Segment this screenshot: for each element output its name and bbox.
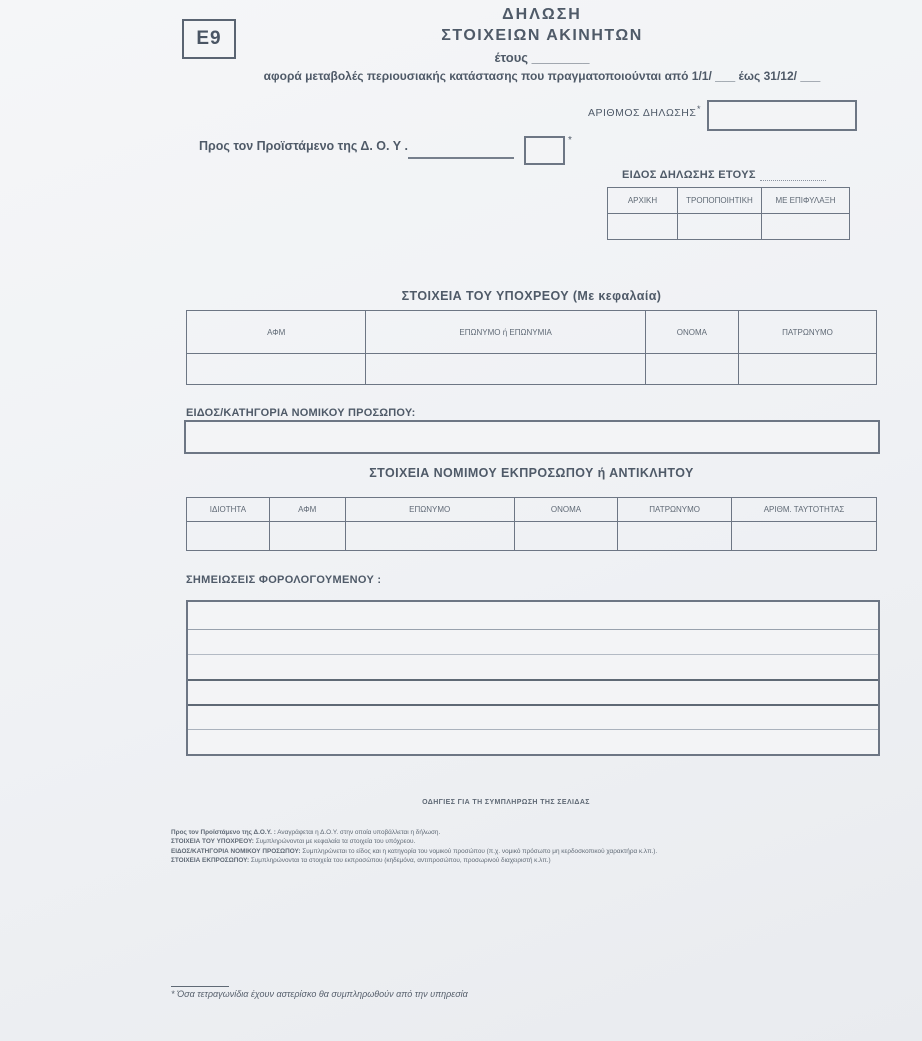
rep-header-afm: ΑΦΜ (269, 498, 345, 522)
rep-header-id-number: ΑΡΙΘΜ. ΤΑΥΤΟΤΗΤΑΣ (732, 498, 877, 522)
note-ruled-line (188, 704, 878, 706)
form-title-line1: ΔΗΛΩΣΗ (502, 6, 582, 23)
form-title-line2: ΣΤΟΙΧΕΙΩΝ ΑΚΙΝΗΤΩΝ (441, 27, 643, 44)
obligor-cell-surname[interactable] (366, 354, 645, 385)
instruction-lead: ΣΤΟΙΧΕΙΑ ΤΟΥ ΥΠΟΧΡΕΟΥ: (171, 838, 254, 846)
instruction-text: Συμπληρώνονται τα στοιχεία του εκπροσώπου (κηδεμόνα, αντιπροσώπου, προσωρινού διαχειριστή κ.λπ.) (249, 857, 551, 865)
obligor-cell-afm[interactable] (187, 354, 366, 385)
instruction-text: Συμπληρώνονται με κεφαλαία τα στοιχεία του υπόχρεου. (253, 838, 416, 846)
note-ruled-line (188, 729, 878, 730)
year-blank-field[interactable]: έτους ________ (494, 50, 590, 65)
obligor-title-text: ΣΤΟΙΧΕΙΑ ΤΟΥ ΥΠΟΧΡΕΟΥ (401, 289, 569, 303)
instruction-line (171, 847, 791, 856)
taxpayer-notes-box[interactable] (186, 600, 880, 756)
obligor-title-note: (Με κεφαλαία) (572, 289, 662, 303)
declaration-type-table (607, 187, 850, 240)
rep-header-patronym: ΠΑΤΡΩΝΥΜΟ (618, 498, 732, 522)
instruction-text: Συμπληρώνεται το είδος και η κατηγορία του νομικού προσώπου (π.χ. νομικό πρόσωπο μη κερδοσκοπικού χαρακτήρα κ.λπ.). (300, 847, 658, 855)
declaration-type-year-blank[interactable] (760, 169, 826, 181)
rep-cell-capacity[interactable] (187, 522, 270, 551)
legal-entity-type-input-box[interactable] (184, 420, 880, 454)
instruction-line (171, 837, 791, 846)
instruction-lead: Προς τον Προϊστάμενο της Δ.Ο.Υ. : (171, 829, 276, 836)
footnote-separator (171, 986, 229, 987)
declaration-type-option-amending: ΤΡΟΠΟΠΟΙΗΤΙΚΗ (678, 188, 762, 214)
recipient-doy-blank[interactable] (408, 138, 514, 159)
obligor-header-afm: ΑΦΜ (187, 311, 366, 354)
representative-table (186, 497, 877, 551)
footnote-text: * Όσα τετραγωνίδια έχουν αστερίσκο θα συμπληρωθούν από την υπηρεσία (171, 989, 468, 999)
declaration-type-option-initial: ΑΡΧΙΚΗ (608, 188, 678, 214)
rep-header-surname: ΕΠΩΝΥΜΟ (345, 498, 514, 522)
recipient-doy-code-box[interactable] (524, 136, 565, 165)
declaration-type-cell-with-reservation[interactable] (762, 214, 850, 240)
note-ruled-line (188, 654, 878, 655)
note-ruled-line (188, 629, 878, 630)
declaration-type-option-with-reservation: ΜΕ ΕΠΙΦΥΛΑΞΗ (762, 188, 850, 214)
obligor-cell-patronym[interactable] (738, 354, 876, 385)
declaration-type-label (622, 169, 826, 181)
obligor-header-surname: ΕΠΩΝΥΜΟ ή ΕΠΩΝΥΜΙΑ (366, 311, 645, 354)
taxpayer-notes-label: ΣΗΜΕΙΩΣΕΙΣ ΦΟΡΟΛΟΓΟΥΜΕΝΟΥ : (186, 574, 382, 586)
instructions-block (171, 828, 791, 866)
instruction-line (171, 828, 791, 837)
recipient-asterisk: * (568, 135, 572, 146)
instructions-heading: ΟΔΗΓΙΕΣ ΓΙΑ ΤΗ ΣΥΜΠΛΗΡΩΣΗ ΤΗΣ ΣΕΛΙΔΑΣ (422, 799, 590, 806)
declaration-number-asterisk: * (697, 104, 701, 114)
form-title-block (222, 6, 862, 83)
note-ruled-line (188, 679, 878, 681)
rep-cell-id-number[interactable] (732, 522, 877, 551)
obligor-section-title (186, 289, 877, 303)
legal-entity-type-label: ΕΙΔΟΣ/ΚΑΤΗΓΟΡΙΑ ΝΟΜΙΚΟΥ ΠΡΟΣΩΠΟΥ: (186, 407, 416, 419)
declaration-type-cell-amending[interactable] (678, 214, 762, 240)
obligor-header-name: ΟΝΟΜΑ (645, 311, 738, 354)
rep-cell-surname[interactable] (345, 522, 514, 551)
instruction-lead: ΣΤΟΙΧΕΙΑ ΕΚΠΡΟΣΩΠΟΥ: (171, 857, 250, 865)
obligor-table (186, 310, 877, 385)
obligor-header-patronym: ΠΑΤΡΩΝΥΜΟ (738, 311, 876, 354)
declaration-number-label: ΑΡΙΘΜΟΣ ΔΗΛΩΣΗΣ (588, 107, 697, 119)
instruction-line (171, 856, 791, 865)
obligor-cell-name[interactable] (645, 354, 738, 385)
form-code-badge: E9 (182, 19, 236, 59)
instruction-lead: ΕΙΔΟΣ/ΚΑΤΗΓΟΡΙΑ ΝΟΜΙΚΟΥ ΠΡΟΣΩΠΟΥ: (171, 847, 301, 855)
period-blank-field[interactable]: αφορά μεταβολές περιουσιακής κατάστασης που πραγματοποιούνται από 1/1/ ___ έως 31/12/ ___ (263, 69, 821, 83)
declaration-number-box[interactable] (707, 100, 857, 131)
rep-header-capacity: ΙΔΙΟΤΗΤΑ (187, 498, 270, 522)
declaration-type-cell-initial[interactable] (608, 214, 678, 240)
rep-cell-afm[interactable] (269, 522, 345, 551)
instruction-text: Αναγράφεται η Δ.Ο.Υ. στην οποία υποβάλλεται η δήλωση. (275, 829, 441, 836)
rep-cell-name[interactable] (514, 522, 618, 551)
declaration-type-label-text: ΕΙΔΟΣ ΔΗΛΩΣΗΣ ΕΤΟΥΣ (622, 169, 756, 181)
recipient-doy-label: Προς τον Προϊστάμενο της Δ. Ο. Υ . (199, 139, 409, 153)
rep-cell-patronym[interactable] (618, 522, 732, 551)
rep-header-name: ΟΝΟΜΑ (514, 498, 618, 522)
representative-section-title: ΣΤΟΙΧΕΙΑ ΝΟΜΙΜΟΥ ΕΚΠΡΟΣΩΠΟΥ ή ΑΝΤΙΚΛΗΤΟΥ (369, 466, 694, 480)
